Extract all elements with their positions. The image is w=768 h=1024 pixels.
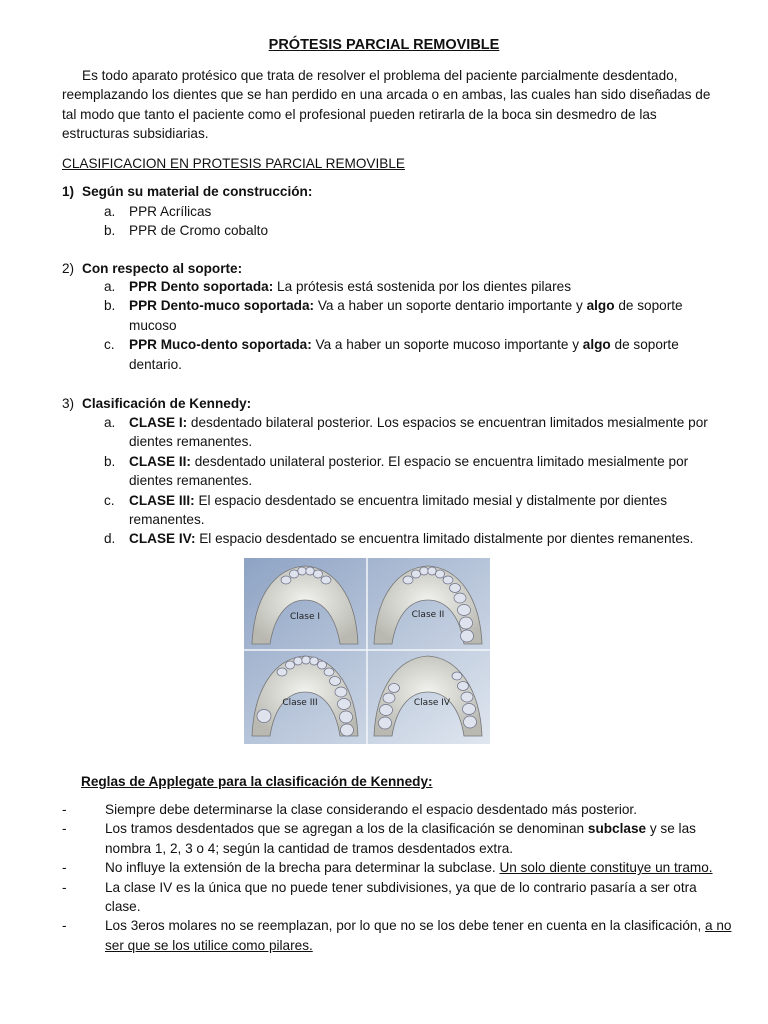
item-letter: a.	[104, 415, 116, 430]
section-heading: Clasificación de Kennedy:	[82, 396, 252, 411]
item-text: La prótesis está sostenida por los dientes pilares	[273, 279, 571, 294]
list-item	[104, 452, 732, 491]
item-bold: CLASE II:	[129, 453, 191, 469]
item-bold: CLASE III:	[129, 492, 195, 508]
item-text: desdentado bilateral posterior. Los espacios se encuentran limitados mesialmente por dientes remanentes.	[129, 415, 708, 450]
item-bold: PPR Dento-muco soportada:	[129, 298, 315, 314]
rule-text: Los 3eros molares no se reemplazan, por lo que no se los debe tener en cuenta en la clasificación,	[105, 918, 705, 934]
section-heading: Según su material de construcción:	[82, 184, 313, 199]
item-text: El espacio desdentado se encuentra limitado mesial y distalmente por dientes remanentes.	[129, 492, 667, 528]
section-heading: Con respecto al soporte:	[82, 261, 243, 276]
label-clase-iv: Clase IV	[413, 698, 451, 708]
page-title: PRÓTESIS PARCIAL REMOVIBLE	[268, 37, 500, 53]
section-number: 2)	[62, 261, 75, 276]
dash-marker: -	[62, 802, 67, 817]
rule-item	[62, 916, 734, 955]
rule-underlined: Un solo diente constituye un tramo.	[499, 860, 713, 876]
rule-text: Los tramos desdentados que se agregan a los de la clasificación se denominan	[105, 821, 588, 837]
item-text: desdentado unilateral posterior. El espacio se encuentra limitado mesialmente por dientes remanentes.	[129, 453, 689, 489]
item-bold: PPR Dento soportada:	[129, 279, 274, 294]
list-item	[104, 529, 732, 548]
kennedy-classes-figure	[244, 558, 490, 744]
section-number: 1)	[62, 184, 75, 199]
item-text: Va a haber un soporte dentario importante y	[314, 298, 587, 314]
rules-list	[62, 800, 734, 955]
dash-marker: -	[62, 879, 67, 895]
item-letter: c.	[104, 492, 115, 508]
dash-marker: -	[62, 821, 67, 837]
item-letter: d.	[104, 531, 116, 547]
rule-item	[62, 819, 734, 858]
rule-text: No influye la extensión de la brecha para determinar la subclase.	[105, 860, 500, 876]
item-letter: b.	[104, 223, 116, 239]
item-text: PPR Acrílicas	[129, 204, 212, 219]
label-clase-ii: Clase II	[411, 610, 445, 620]
section-number: 3)	[62, 396, 75, 411]
rule-text: y se las nombra 1, 2, 3 o 4; según la cantidad de tramos desdentados extra.	[105, 821, 696, 856]
item-bold: algo	[582, 337, 611, 353]
list-item	[104, 296, 732, 335]
item-letter: b.	[104, 298, 116, 314]
list-item	[104, 202, 732, 221]
item-bold: CLASE I:	[129, 415, 188, 430]
rule-item	[62, 878, 734, 917]
intro-paragraph: Es todo aparato protésico que trata de resolver el problema del paciente parcialmente desdentado, reemplazando los dientes que se han perdido en una arcada o en ambas, las cuales han sido diseñadas de tal modo que tanto el paciente como el profesional pueden retirarla de la boca sin desmedro de las estructuras subsidiarias.	[62, 68, 711, 142]
rule-text: Siempre debe determinarse la clase considerando el espacio desdentado más posterior.	[105, 802, 637, 817]
rule-bold: subclase	[587, 821, 647, 837]
item-letter: a.	[104, 204, 116, 219]
list-item	[104, 491, 732, 530]
item-bold: PPR Muco-dento soportada:	[129, 337, 312, 353]
dash-marker: -	[62, 918, 67, 934]
classification-heading: CLASIFICACION EN PROTESIS PARCIAL REMOVIBLE	[62, 156, 405, 171]
list-item	[104, 277, 732, 296]
rules-heading: Reglas de Applegate para la clasificación de Kennedy:	[81, 774, 433, 789]
rule-underlined: a no ser que se los utilice como pilares.	[105, 918, 732, 953]
kennedy-diagram	[244, 558, 490, 744]
item-text: de soporte dentario.	[129, 337, 679, 372]
list-item	[104, 221, 732, 240]
list-item	[104, 335, 732, 374]
label-clase-i: Clase I	[289, 612, 321, 622]
item-letter: a.	[104, 279, 116, 294]
item-text: de soporte mucoso	[129, 298, 683, 333]
label-clase-iii: Clase III	[282, 698, 318, 708]
rule-item	[62, 858, 734, 877]
item-bold: CLASE IV:	[129, 531, 196, 547]
item-text: El espacio desdentado se encuentra limitado distalmente por dientes remanentes.	[195, 531, 694, 547]
rule-text: La clase IV es la única que no puede tener subdivisiones, ya que de lo contrario pasaría a ser otra clase.	[105, 879, 697, 915]
dash-marker: -	[62, 860, 67, 876]
rule-item	[62, 800, 734, 819]
item-text: PPR de Cromo cobalto	[129, 223, 269, 239]
item-text: Va a haber un soporte mucoso importante y	[311, 337, 583, 353]
item-letter: b.	[104, 453, 116, 469]
item-letter: c.	[104, 337, 115, 353]
item-bold: algo	[586, 298, 615, 314]
list-item	[104, 413, 732, 452]
